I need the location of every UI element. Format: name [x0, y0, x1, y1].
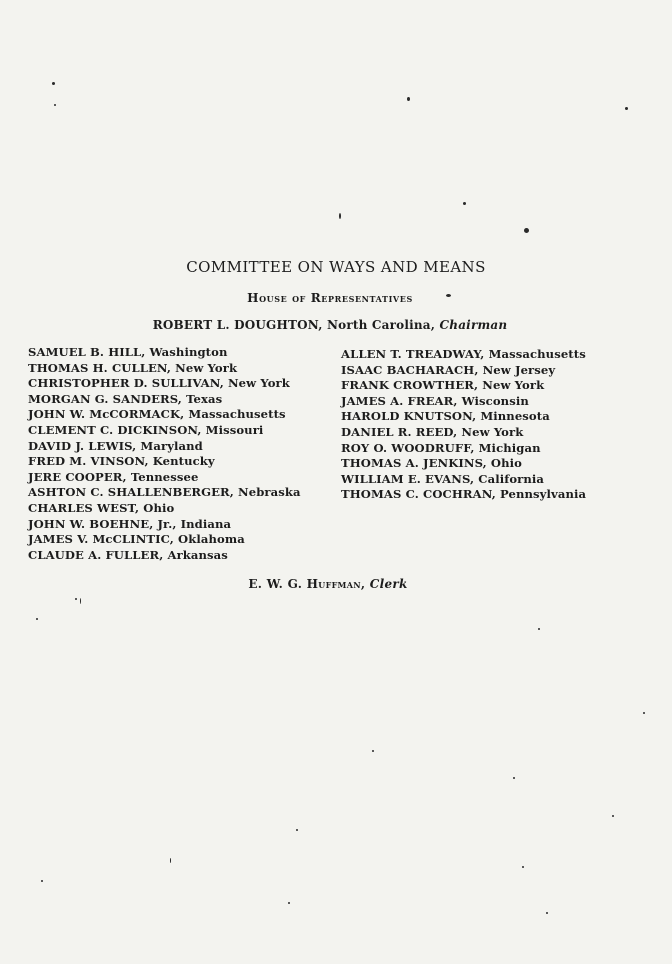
- clerk-line: [0, 577, 656, 591]
- scan-speck: [41, 880, 43, 882]
- member-entry: JAMES V. McCLINTIC, Oklahoma: [28, 532, 245, 547]
- scan-speck: [524, 228, 529, 233]
- member-entry: CHRISTOPHER D. SULLIVAN, New York: [28, 376, 290, 391]
- scan-speck: [625, 107, 628, 110]
- scan-speck: [546, 912, 548, 914]
- member-list-right: [341, 347, 586, 503]
- member-entry: THOMAS H. CULLEN, New York: [28, 360, 238, 375]
- member-list-left: [28, 345, 301, 563]
- member-entry: ISAAC BACHARACH, New Jersey: [341, 362, 556, 377]
- scan-speck: [36, 618, 38, 620]
- member-entry: ALLEN T. TREADWAY, Massachusetts: [341, 347, 586, 361]
- scan-speck: [407, 97, 410, 101]
- member-entry: THOMAS C. COCHRAN, Pennsylvania: [341, 487, 587, 502]
- clerk-name: E. W. G. Huffman,: [248, 577, 366, 591]
- member-entry: DANIEL R. REED, New York: [341, 424, 524, 439]
- member-entry: JERE COOPER, Tennessee: [28, 469, 199, 484]
- member-entry: ASHTON C. SHALLENBERGER, Nebraska: [28, 485, 301, 500]
- member-entry: HAROLD KNUTSON, Minnesota: [341, 409, 550, 424]
- scan-speck: [170, 858, 171, 863]
- committee-title: COMMITTEE ON WAYS AND MEANS: [186, 258, 486, 276]
- clerk-role: Clerk: [369, 577, 408, 591]
- member-entry: FRANK CROWTHER, New York: [341, 378, 545, 393]
- member-entry: DAVID J. LEWIS, Maryland: [28, 438, 203, 453]
- member-entry: WILLIAM E. EVANS, California: [341, 471, 545, 486]
- scan-speck: [80, 598, 81, 604]
- scan-speck: [513, 777, 515, 779]
- scan-speck: [463, 202, 466, 205]
- member-entry: ROY O. WOODRUFF, Michigan: [341, 440, 541, 455]
- scan-speck: [612, 815, 614, 817]
- scan-speck: [372, 750, 374, 752]
- scan-speck: [538, 628, 540, 630]
- member-entry: FRED M. VINSON, Kentucky: [28, 454, 215, 469]
- member-entry: CLEMENT C. DICKINSON, Missouri: [28, 422, 264, 437]
- member-entry: JOHN W. BOEHNE, Jr., Indiana: [28, 516, 232, 531]
- chamber-subtitle: House of Representatives: [247, 291, 413, 305]
- member-entry: SAMUEL B. HILL, Washington: [28, 345, 228, 359]
- member-entry: THOMAS A. JENKINS, Ohio: [341, 456, 523, 471]
- scan-speck: [339, 213, 341, 219]
- scan-speck: [522, 866, 524, 868]
- member-entry: MORGAN G. SANDERS, Texas: [28, 391, 223, 406]
- scan-speck: [288, 902, 290, 904]
- chairman-name: ROBERT L. DOUGHTON, North Carolina,: [152, 318, 436, 332]
- member-entry: CLAUDE A. FULLER, Arkansas: [28, 547, 228, 562]
- scan-speck: [52, 82, 55, 85]
- member-entry: CHARLES WEST, Ohio: [28, 500, 175, 515]
- member-entry: JAMES A. FREAR, Wisconsin: [341, 393, 529, 408]
- member-entry: JOHN W. McCORMACK, Massachusetts: [28, 407, 286, 422]
- scan-speck: [54, 104, 56, 106]
- scan-speck: [296, 829, 298, 831]
- chairman-role: Chairman: [439, 318, 508, 332]
- scan-speck: [75, 598, 77, 600]
- chairman-line: [0, 318, 660, 332]
- scan-speck: [643, 712, 645, 714]
